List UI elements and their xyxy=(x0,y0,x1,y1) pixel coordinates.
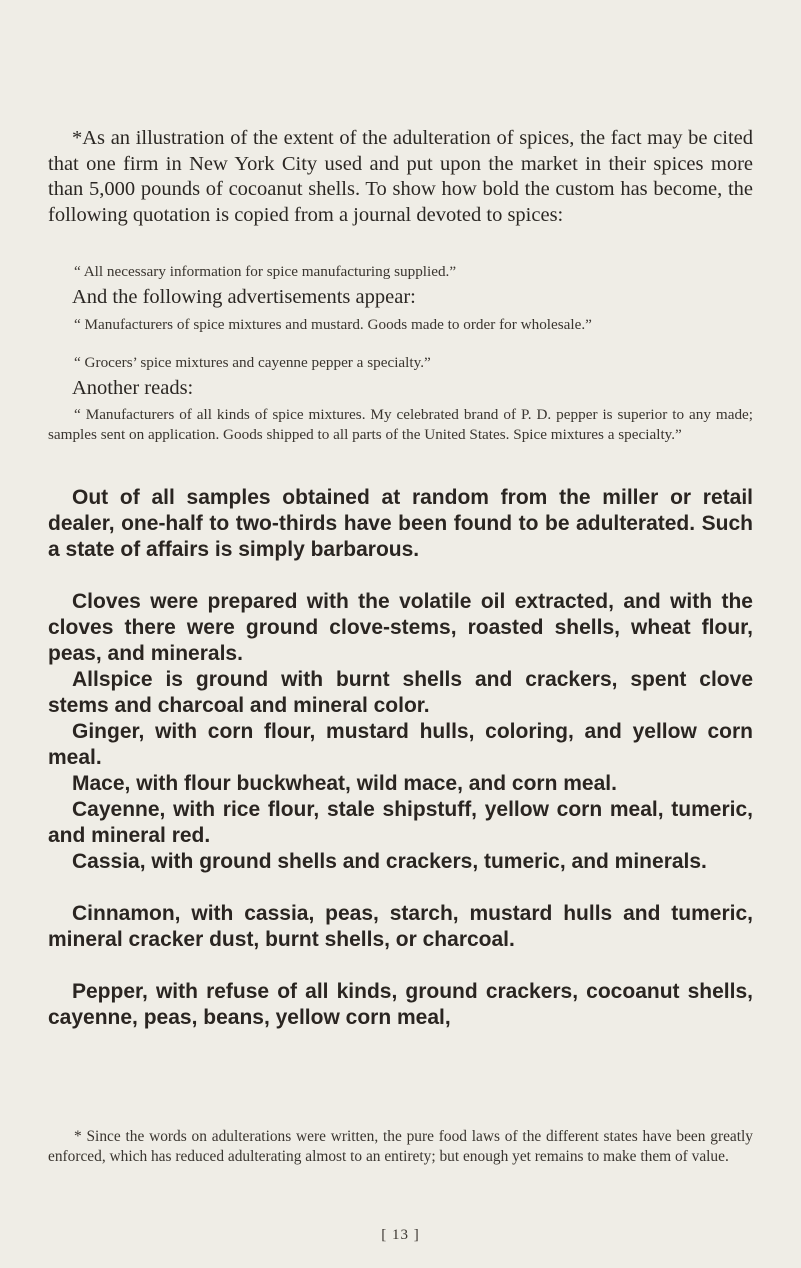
mace-paragraph: Mace, with flour buckwheat, wild mace, and corn meal. xyxy=(72,772,617,795)
pepper-paragraph: Pepper, with refuse of all kinds, ground crackers, cocoanut shells, cayenne, peas, beans, yellow corn meal, xyxy=(48,980,753,1029)
page-number: [ 13 ] xyxy=(381,1227,420,1243)
ginger-paragraph: Ginger, with corn flour, mustard hulls, coloring, and yellow corn meal. xyxy=(48,720,753,769)
advertisement-3: “ Manufacturers of all kinds of spice mixtures. My celebrated brand of P. D. pepper is superior to any made; samples sent on application. Goods shipped to all parts of the United States. Spice mixtures a specialty.” xyxy=(48,406,753,443)
advertisements-intro: And the following advertisements appear: xyxy=(72,286,416,308)
journal-quote: “ All necessary information for spice manufacturing supplied.” xyxy=(74,263,457,280)
allspice-paragraph: Allspice is ground with burnt shells and crackers, spent clove stems and charcoal and mineral color. xyxy=(48,668,753,717)
cinnamon-paragraph: Cinnamon, with cassia, peas, starch, mustard hulls and tumeric, mineral cracker dust, burnt shells, or charcoal. xyxy=(48,902,753,951)
another-reads: Another reads: xyxy=(72,377,194,399)
advertisement-2: “ Grocers’ spice mixtures and cayenne pepper a specialty.” xyxy=(74,354,431,371)
cayenne-paragraph: Cayenne, with rice flour, stale shipstuff, yellow corn meal, tumeric, and mineral red. xyxy=(48,798,753,847)
cloves-paragraph: Cloves were prepared with the volatile oil extracted, and with the cloves there were ground clove-stems, roasted shells, wheat flour, peas, and minerals. xyxy=(48,590,753,665)
intro-paragraph: *As an illustration of the extent of the adulteration of spices, the fact may be cited that one firm in New York City used and put upon the market in their spices more than 5,000 pounds of cocoanut shells. To show how bold the custom has become, the following quotation is copied from a journal devoted to spices: xyxy=(48,127,753,226)
cassia-paragraph: Cassia, with ground shells and crackers, tumeric, and minerals. xyxy=(72,850,707,873)
advertisement-1: “ Manufacturers of spice mixtures and mustard. Goods made to order for wholesale.” xyxy=(74,316,592,333)
footnote: * Since the words on adulterations were written, the pure food laws of the different states have been greatly enforced, which has reduced adulterating almost to an entirety; but enough yet remains to make them of value. xyxy=(48,1128,753,1165)
samples-paragraph: Out of all samples obtained at random from the miller or retail dealer, one-half to two-thirds have been found to be adulterated. Such a state of affairs is simply barbarous. xyxy=(48,486,753,561)
